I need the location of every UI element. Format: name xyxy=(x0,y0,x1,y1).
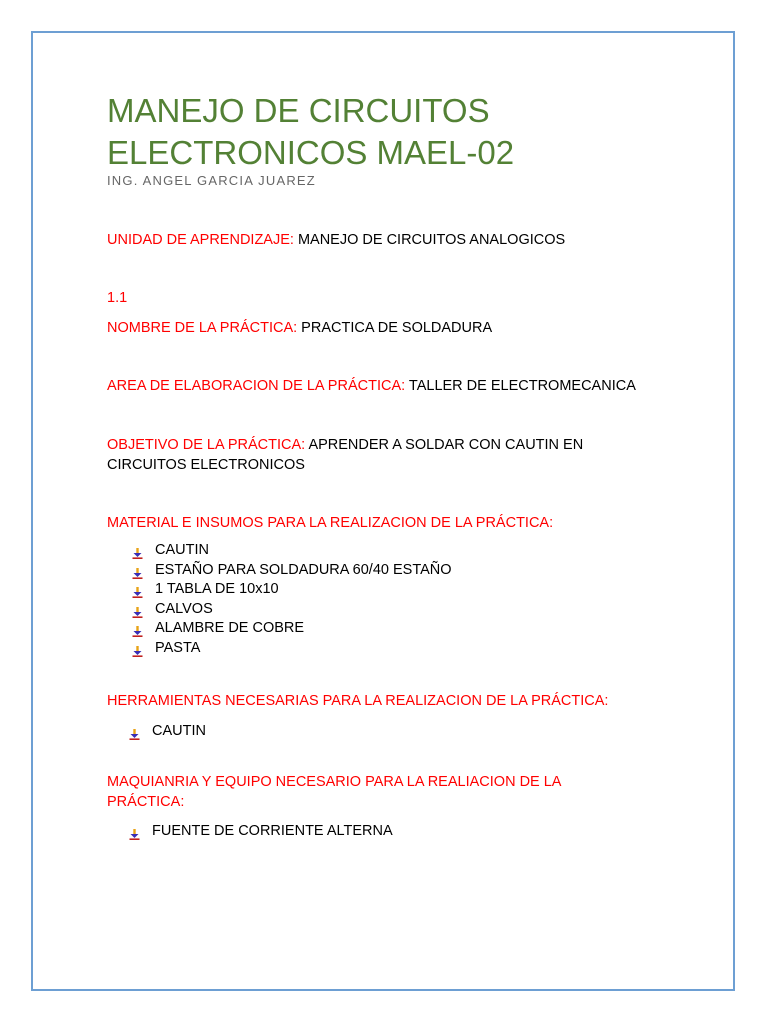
arrow-down-bullet-icon xyxy=(132,624,143,635)
list-item xyxy=(132,541,687,561)
arrow-down-bullet-icon xyxy=(132,605,143,616)
field-area xyxy=(107,376,687,396)
title-line-2: ELECTRONICOS MAEL-02 xyxy=(107,134,515,171)
field-label: AREA DE ELABORACION DE LA PRÁCTICA: xyxy=(107,378,406,394)
list-item xyxy=(132,639,687,659)
list-item xyxy=(132,580,687,600)
field-label: NOMBRE DE LA PRÁCTICA: xyxy=(107,320,298,336)
list-item-text: CALVOS xyxy=(155,600,213,617)
field-value: PRACTICA DE SOLDADURA xyxy=(297,320,493,336)
arrow-down-bullet-icon xyxy=(129,727,140,738)
field-nombre xyxy=(107,318,687,338)
field-label: OBJETIVO DE LA PRÁCTICA: xyxy=(107,437,306,453)
material-list xyxy=(132,541,687,658)
field-objetivo xyxy=(107,435,687,475)
list-item xyxy=(129,722,687,742)
field-value-continued: CIRCUITOS ELECTRONICOS xyxy=(107,457,305,473)
list-item-text: ESTAÑO PARA SOLDADURA 60/40 ESTAÑO xyxy=(155,561,452,578)
section-heading-maquinaria xyxy=(107,772,687,812)
arrow-down-bullet-icon xyxy=(132,585,143,596)
field-label: UNIDAD DE APRENDIZAJE: xyxy=(107,232,294,248)
section-heading-herramientas: HERRAMIENTAS NECESARIAS PARA LA REALIZACION DE LA PRÁCTICA: xyxy=(107,693,609,709)
list-item-text: CAUTIN xyxy=(152,723,206,739)
arrow-down-bullet-icon xyxy=(132,566,143,577)
list-item xyxy=(129,822,687,842)
document-title xyxy=(107,90,687,174)
list-item xyxy=(132,561,687,581)
document-author: ING. ANGEL GARCIA JUAREZ xyxy=(107,173,316,188)
arrow-down-bullet-icon xyxy=(132,546,143,557)
list-item-text: CAUTIN xyxy=(155,542,209,558)
field-value: TALLER DE ELECTROMECANICA xyxy=(405,378,636,394)
practice-number: 1.1 xyxy=(107,290,128,306)
arrow-down-bullet-icon xyxy=(132,644,143,655)
list-item-text: PASTA xyxy=(155,639,201,656)
heading-line-2: PRÁCTICA: xyxy=(107,793,185,810)
field-unidad xyxy=(107,230,687,250)
list-item xyxy=(132,600,687,620)
list-item-text: 1 TABLA DE 10x10 xyxy=(155,581,279,597)
list-item xyxy=(132,619,687,639)
maquinaria-list xyxy=(129,822,687,842)
title-line-1: MANEJO DE CIRCUITOS xyxy=(107,92,490,129)
field-value: MANEJO DE CIRCUITOS ANALOGICOS xyxy=(293,232,566,248)
section-heading-material: MATERIAL E INSUMOS PARA LA REALIZACION DE LA PRÁCTICA: xyxy=(107,515,554,531)
list-item-text: FUENTE DE CORRIENTE ALTERNA xyxy=(152,822,393,839)
list-item-text: ALAMBRE DE COBRE xyxy=(155,620,305,636)
herramientas-list xyxy=(129,722,687,742)
arrow-down-bullet-icon xyxy=(129,827,140,838)
heading-line-1: MAQUIANRIA Y EQUIPO NECESARIO PARA LA REALIACION DE LA xyxy=(107,773,562,790)
field-value: APRENDER A SOLDAR CON CAUTIN EN xyxy=(305,437,584,453)
document-body xyxy=(107,90,687,841)
